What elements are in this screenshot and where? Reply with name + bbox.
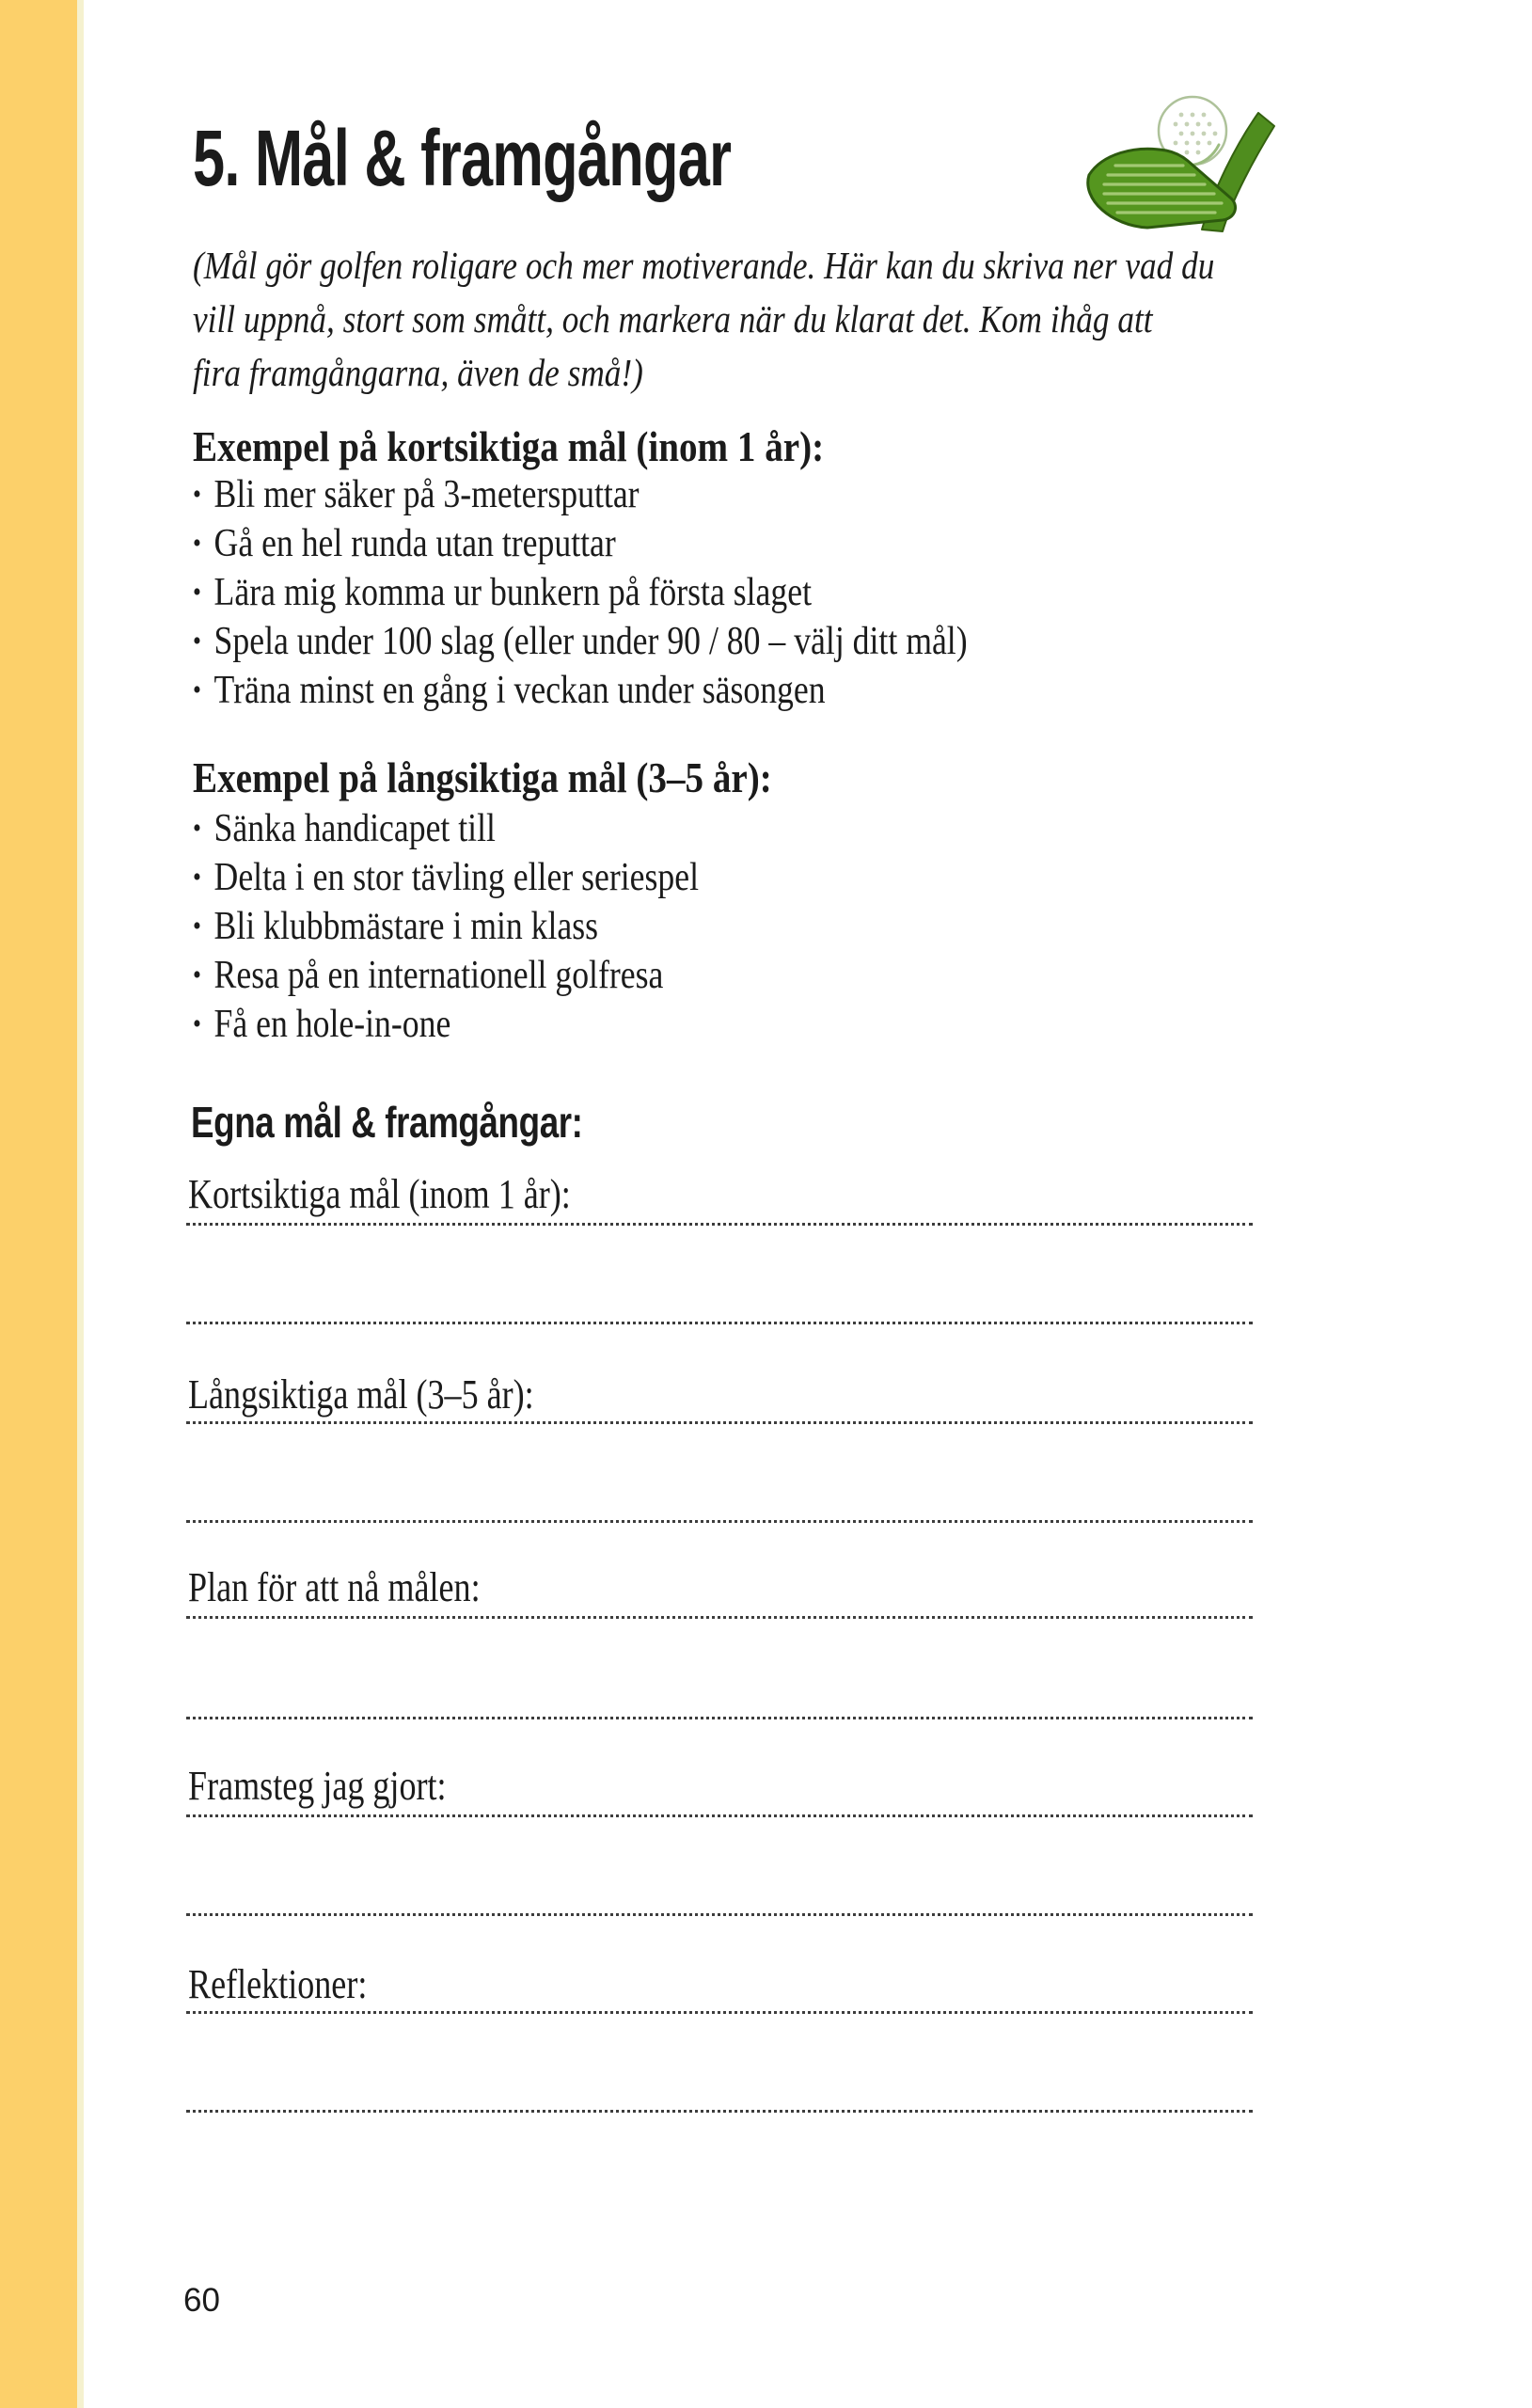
field-label-progress: Framsteg jag gjort:: [188, 1763, 447, 1809]
field-label-short-term-goals: Kortsiktiga mål (inom 1 år):: [188, 1171, 571, 1217]
field-label-plan: Plan för att nå målen:: [188, 1564, 481, 1610]
list-item: [193, 568, 968, 617]
list-item-text: Lära mig komma ur bunkern på första slaget: [213, 571, 812, 614]
bullet-icon: •: [193, 626, 201, 657]
list-item: [193, 519, 968, 568]
left-accent-stripe: [0, 0, 77, 2408]
write-line: [186, 2011, 1253, 2014]
write-line: [186, 1616, 1253, 1619]
bullet-icon: •: [193, 959, 201, 990]
page-number: 60: [183, 2282, 220, 2319]
list-item-text: Sänka handicapet till: [213, 807, 496, 850]
intro-line: (Mål gör golfen roligare och mer motiverande. Här kan du skriva ner vad du: [193, 244, 1215, 287]
list-item: [193, 853, 699, 902]
bullet-icon: •: [193, 813, 201, 844]
field-label-reflections: Reflektioner:: [188, 1961, 368, 2007]
page-title: 5. Mål & framgångar: [193, 114, 732, 202]
list-item-text: Bli mer säker på 3-metersputtar: [213, 473, 640, 516]
list-item: [193, 470, 968, 519]
bullet-icon: •: [193, 911, 201, 942]
write-line: [186, 1913, 1253, 1916]
intro-note: [193, 239, 1214, 400]
own-goals-heading: Egna mål & framgångar:: [191, 1098, 583, 1147]
left-accent-stripe-edge: [77, 0, 84, 2408]
write-line: [186, 1814, 1253, 1817]
list-item-text: Träna minst en gång i veckan under säsongen: [213, 669, 826, 712]
intro-line: vill uppnå, stort som smått, och markera när du klarat det. Kom ihåg att: [193, 297, 1153, 341]
golf-club-and-ball-icon: [1082, 79, 1288, 237]
list-item-text: Få en hole-in-one: [213, 1003, 451, 1046]
short-term-goal-examples-list: [193, 470, 968, 715]
write-line: [186, 2110, 1253, 2113]
list-item: [193, 1000, 699, 1049]
intro-line: fira framgångarna, även de små!): [193, 351, 643, 394]
long-term-goal-examples-list: [193, 804, 699, 1049]
list-item: [193, 666, 968, 715]
list-item: [193, 804, 699, 853]
write-line: [186, 1520, 1253, 1523]
section-heading-long-term-examples: Exempel på långsiktiga mål (3–5 år):: [193, 753, 772, 801]
bullet-icon: •: [193, 674, 201, 705]
list-item-text: Delta i en stor tävling eller seriespel: [213, 856, 700, 899]
bullet-icon: •: [193, 862, 201, 893]
list-item-text: Gå en hel runda utan treputtar: [213, 522, 616, 565]
list-item: [193, 902, 699, 951]
bullet-icon: •: [193, 1008, 201, 1039]
bullet-icon: •: [193, 479, 201, 510]
list-item-text: Spela under 100 slag (eller under 90 / 80 – välj ditt mål): [213, 620, 968, 663]
list-item: [193, 617, 968, 666]
list-item-text: Bli klubbmästare i min klass: [213, 905, 599, 948]
write-line: [186, 1223, 1253, 1226]
section-heading-short-term-examples: Exempel på kortsiktiga mål (inom 1 år):: [193, 422, 825, 470]
write-line: [186, 1421, 1253, 1424]
write-line: [186, 1322, 1253, 1324]
list-item-text: Resa på en internationell golfresa: [213, 954, 664, 997]
bullet-icon: •: [193, 577, 201, 608]
club-head: [1088, 149, 1236, 228]
bullet-icon: •: [193, 528, 201, 559]
list-item: [193, 951, 699, 1000]
field-label-long-term-goals: Långsiktiga mål (3–5 år):: [188, 1371, 534, 1418]
write-line: [186, 1717, 1253, 1719]
